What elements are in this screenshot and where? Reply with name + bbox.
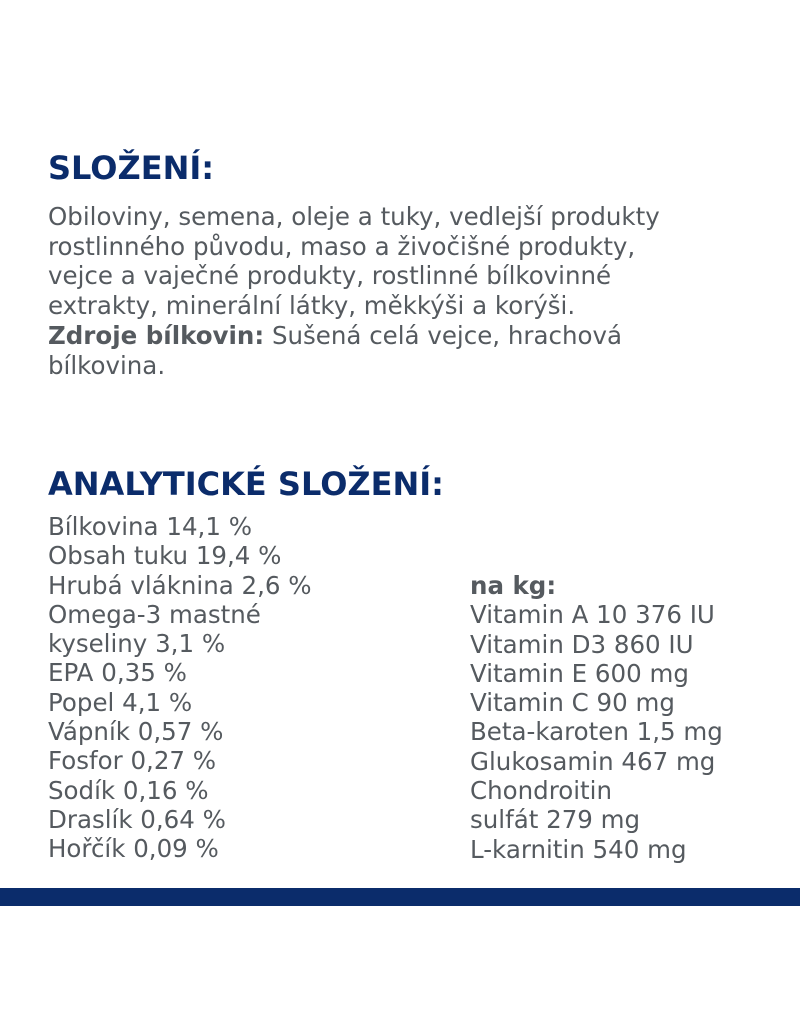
vitamin-item: sulfát 279 mg	[470, 805, 641, 835]
vitamin-item: Chondroitin	[470, 776, 612, 806]
protein-sources-text: Sušená celá vejce, hrachová	[264, 320, 622, 350]
vitamin-item: Vitamin E 600 mg	[470, 658, 689, 688]
footer-bar	[0, 888, 800, 906]
analytical-nutrients-list	[48, 512, 312, 864]
nutrient-item: kyseliny 3,1 %	[48, 629, 226, 659]
composition-line: vejce a vaječné produkty, rostlinné bílkovinné	[48, 261, 612, 291]
per-kg-list	[470, 571, 723, 864]
protein-sources-continuation: bílkovina.	[48, 350, 166, 380]
vitamin-item: Glukosamin 467 mg	[470, 746, 716, 776]
nutrient-item: Vápník 0,57 %	[48, 717, 224, 747]
composition-line: extrakty, minerální látky, měkkýši a korýši.	[48, 291, 576, 321]
nutrient-item: EPA 0,35 %	[48, 658, 187, 688]
nutrient-item: Omega-3 mastné	[48, 599, 261, 629]
nutrient-item: Bílkovina 14,1 %	[48, 512, 252, 541]
vitamin-item: Beta-karoten 1,5 mg	[470, 717, 723, 747]
protein-sources-line	[48, 321, 788, 351]
analytical-heading: ANALYTICKÉ SLOŽENÍ:	[48, 465, 444, 503]
protein-sources-label: Zdroje bílkovin:	[48, 320, 265, 350]
composition-line: rostlinného původu, maso a živočišné produkty,	[48, 231, 636, 261]
nutrient-item: Hrubá vláknina 2,6 %	[48, 570, 312, 600]
per-kg-label: na kg:	[470, 571, 557, 600]
vitamin-item: Vitamin D3 860 IU	[470, 629, 694, 659]
composition-line: Obiloviny, semena, oleje a tuky, vedlejší produkty	[48, 202, 660, 231]
composition-text	[48, 202, 788, 380]
vitamin-item: L-karnitin 540 mg	[470, 834, 687, 864]
nutrient-item: Obsah tuku 19,4 %	[48, 541, 282, 571]
nutrient-item: Popel 4,1 %	[48, 687, 193, 717]
vitamin-item: Vitamin C 90 mg	[470, 688, 675, 718]
composition-heading: SLOŽENÍ:	[48, 149, 215, 187]
nutrient-item: Sodík 0,16 %	[48, 775, 209, 805]
nutrient-item: Hořčík 0,09 %	[48, 834, 219, 864]
nutrient-item: Fosfor 0,27 %	[48, 746, 217, 776]
nutrient-item: Draslík 0,64 %	[48, 804, 226, 834]
vitamin-item: Vitamin A 10 376 IU	[470, 600, 715, 630]
